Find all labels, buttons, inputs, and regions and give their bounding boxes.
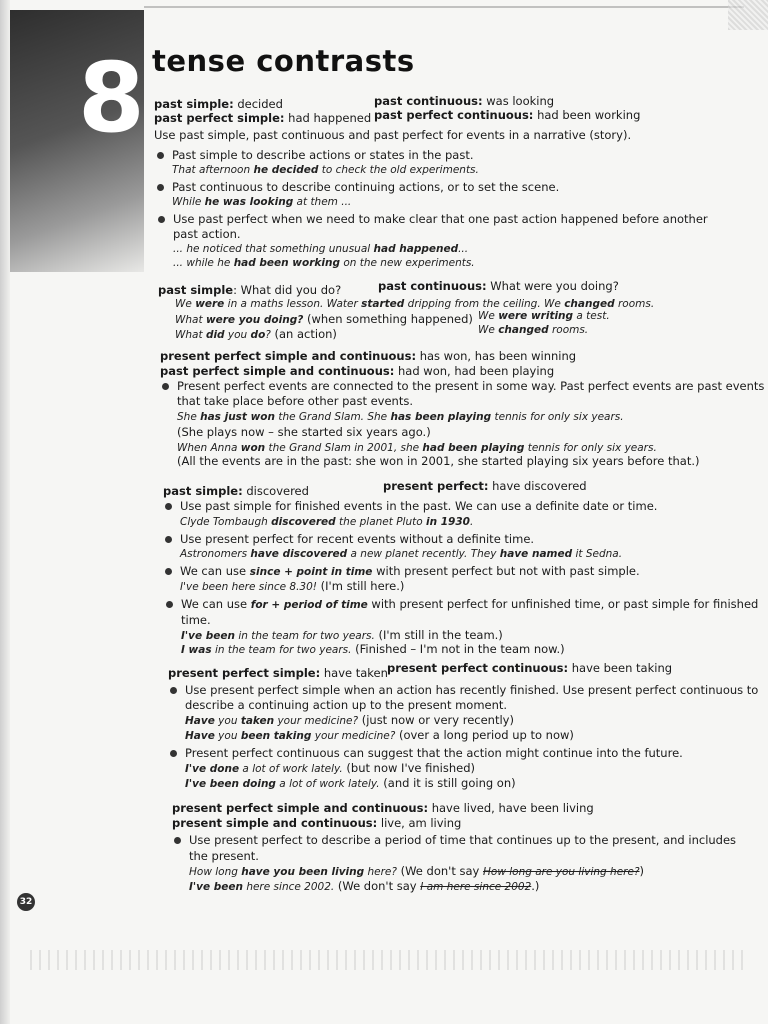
text-run: Present perfect events are connected to the present in some way. Past perfect events are past events <box>177 379 765 393</box>
text-run: Present perfect continuous can suggest that the action might continue into the future. <box>185 746 683 760</box>
text-run: here since 2002. <box>242 881 335 893</box>
chapter-title: tense contrasts <box>152 44 415 78</box>
text-run: past simple: <box>154 97 234 111</box>
text-run: Have <box>185 715 215 727</box>
text-run: present perfect simple: <box>168 666 321 680</box>
text-run: had been playing <box>422 442 525 454</box>
text-run: present simple and continuous: <box>172 816 378 830</box>
text-run: live, am living <box>377 816 462 830</box>
text-line <box>177 454 699 468</box>
text-run: past simple <box>158 283 234 297</box>
text-run: present perfect simple and continuous: <box>160 349 417 363</box>
text-line <box>175 327 337 342</box>
text-run: had happened <box>284 111 372 125</box>
text-run: We <box>478 324 499 336</box>
bullet-icon <box>157 152 164 159</box>
text-run: a new planet recently. They <box>347 548 500 560</box>
text-run: do <box>250 329 266 341</box>
text-run: We <box>175 298 196 310</box>
text-line <box>374 94 554 108</box>
text-run: (I'm still in the team.) <box>374 628 503 642</box>
text-run: (Finished – I'm not in the team now.) <box>351 642 565 656</box>
text-run: describe a continuing action up to the present moment. <box>185 698 508 712</box>
text-run: While <box>172 196 205 208</box>
text-run: a test. <box>573 310 610 322</box>
text-run: Astronomers <box>180 548 251 560</box>
text-line <box>154 97 283 111</box>
text-line <box>374 108 640 122</box>
bullet-icon <box>162 383 169 390</box>
text-run: (and it is still going on) <box>379 776 516 790</box>
text-run: past perfect simple: <box>154 111 285 125</box>
text-run: What <box>175 329 206 341</box>
text-line <box>387 661 672 675</box>
text-run: I was <box>181 644 212 656</box>
text-line <box>181 613 211 627</box>
text-run: That afternoon <box>172 164 254 176</box>
text-run: What were you doing? <box>486 279 619 293</box>
text-line <box>189 849 259 863</box>
text-run: tennis for only six years. <box>524 442 657 454</box>
text-line <box>177 379 764 393</box>
text-line <box>163 484 309 498</box>
text-run: past simple: <box>163 484 243 498</box>
text-run: past continuous: <box>378 279 487 293</box>
text-run: it Sedna. <box>572 548 623 560</box>
text-run: (an action) <box>270 327 337 341</box>
text-run: We can use <box>180 564 250 578</box>
text-run: have discovered <box>488 479 587 493</box>
text-line <box>181 597 758 612</box>
text-line <box>175 312 473 327</box>
text-run: the Grand Slam. She <box>274 411 391 423</box>
text-run: . <box>469 516 474 528</box>
bullet-icon <box>170 687 177 694</box>
text-line <box>172 194 351 209</box>
text-line <box>154 111 371 125</box>
text-run: he was looking <box>204 196 294 208</box>
text-line <box>478 322 588 337</box>
text-run: (She plays now – she started six years ago.) <box>177 425 431 439</box>
text-run: Have <box>185 730 215 742</box>
text-line <box>172 801 594 815</box>
text-run: (but now I've finished) <box>342 761 476 775</box>
text-run: ... he noticed that something unusual <box>173 243 374 255</box>
bullet-icon <box>165 503 172 510</box>
text-run: We can use <box>181 597 251 611</box>
text-run: ) <box>639 864 645 878</box>
text-run: at them ... <box>293 196 352 208</box>
text-run: your medicine? <box>274 715 359 727</box>
text-run: past continuous: <box>374 94 483 108</box>
text-run: changed <box>564 298 615 310</box>
text-run: Past continuous to describe continuing actions, or to set the scene. <box>172 180 560 194</box>
text-line <box>185 761 475 776</box>
text-run: past action. <box>173 227 241 241</box>
text-line <box>185 713 514 728</box>
text-line <box>172 162 479 177</box>
text-run: was looking <box>482 94 555 108</box>
text-line <box>173 227 241 241</box>
top-rule <box>144 6 744 8</box>
text-run: in the team for two years. <box>211 644 352 656</box>
text-run: (We don't say <box>396 864 483 878</box>
text-run: dripping from the ceiling. We <box>404 298 565 310</box>
text-run: has been playing <box>390 411 492 423</box>
text-run: (when something happened) <box>303 312 473 326</box>
text-run: have discovered <box>250 548 348 560</box>
bullet-icon <box>166 601 173 608</box>
text-line <box>172 180 559 194</box>
bullet-icon <box>174 837 181 844</box>
text-run: on the new experiments. <box>339 257 475 269</box>
text-run: had been working <box>233 257 340 269</box>
text-run: Use present perfect for recent events without a definite time. <box>180 532 535 546</box>
text-run: you <box>214 715 241 727</box>
text-line <box>189 879 539 894</box>
text-run: I am here since 2002 <box>420 881 532 893</box>
text-run: were writing <box>498 310 574 322</box>
text-run: Use present perfect to describe a period of time that continues up to the present, and includes <box>189 833 737 847</box>
binding-shadow <box>0 0 10 1024</box>
text-run: the planet Pluto <box>335 516 426 528</box>
text-run: I've been here since 8.30! <box>180 581 318 593</box>
text-run: (We don't say <box>334 879 421 893</box>
text-line <box>185 728 574 743</box>
text-run: with present perfect but not with past simple. <box>372 564 640 578</box>
text-line <box>160 364 554 378</box>
text-run: Clyde Tombaugh <box>180 516 272 528</box>
text-run: (All the events are in the past: she won in 2001, she started playing six years before that.) <box>177 454 700 468</box>
text-run: had won, had been playing <box>394 364 555 378</box>
text-line <box>181 628 503 643</box>
text-run: When Anna <box>177 442 241 454</box>
text-line <box>160 349 576 363</box>
text-run: : What did you do? <box>233 283 342 297</box>
text-line <box>180 499 657 513</box>
text-run: that take place before other past events. <box>177 394 414 408</box>
text-run: How long <box>189 866 242 878</box>
text-line <box>173 255 475 270</box>
text-run: Use past perfect when we need to make clear that one past action happened before another <box>173 212 708 226</box>
text-run: since + point in time <box>249 566 373 578</box>
text-run: have named <box>499 548 573 560</box>
scan-footer-noise <box>30 950 750 970</box>
text-line <box>185 746 683 760</box>
text-run: the Grand Slam in 2001, she <box>265 442 423 454</box>
text-run: She <box>177 411 201 423</box>
text-run: I've done <box>185 763 240 775</box>
text-line <box>177 409 624 424</box>
text-line <box>172 148 474 162</box>
text-line <box>154 128 631 142</box>
text-line <box>180 514 473 529</box>
text-run: We <box>478 310 499 322</box>
bullet-icon <box>165 568 172 575</box>
text-run: time. <box>181 613 211 627</box>
text-run: have lived, have been living <box>428 801 594 815</box>
text-line <box>177 440 657 455</box>
text-run: in 1930 <box>425 516 470 528</box>
text-run: were <box>195 298 225 310</box>
text-line <box>383 479 587 493</box>
text-run: has just won <box>200 411 275 423</box>
chapter-number: 8 <box>78 42 145 154</box>
text-run: been taking <box>240 730 312 742</box>
text-run: Past simple to describe actions or states in the past. <box>172 148 474 162</box>
text-run: he decided <box>253 164 319 176</box>
text-run: in the team for two years. <box>234 630 375 642</box>
text-run: I've been <box>181 630 235 642</box>
text-run: you <box>214 730 241 742</box>
text-run: past perfect simple and continuous: <box>160 364 395 378</box>
text-run: past perfect continuous: <box>374 108 534 122</box>
text-line <box>189 864 644 879</box>
text-run: .) <box>531 879 540 893</box>
text-run: for + period of time <box>250 599 368 611</box>
text-run: ... <box>458 243 469 255</box>
text-line <box>185 776 516 791</box>
text-line <box>189 833 736 847</box>
text-line <box>378 279 619 293</box>
text-run: changed <box>498 324 549 336</box>
text-run: were you doing? <box>205 314 304 326</box>
text-line <box>180 532 534 546</box>
text-run: What <box>175 314 206 326</box>
text-run: did <box>205 329 225 341</box>
text-line <box>185 683 758 697</box>
text-run: a lot of work lately. <box>239 763 343 775</box>
text-run: I've been <box>189 881 243 893</box>
text-run: I've been doing <box>185 778 276 790</box>
text-run: have been taking <box>568 661 673 675</box>
bullet-icon <box>165 536 172 543</box>
scan-corner-noise <box>728 0 768 30</box>
text-run: ... while he <box>173 257 234 269</box>
text-line <box>173 212 708 226</box>
text-run: tennis for only six years. <box>491 411 624 423</box>
text-run: had happened <box>373 243 459 255</box>
text-line <box>180 579 404 594</box>
text-run: taken <box>240 715 275 727</box>
text-run: with present perfect for unfinished time, or past simple for finished <box>367 597 759 611</box>
text-run: Use past simple, past continuous and past perfect for events in a narrative (story). <box>154 128 632 142</box>
text-run: present perfect continuous: <box>387 661 569 675</box>
text-run: in a maths lesson. Water <box>224 298 362 310</box>
text-run: has won, has been winning <box>416 349 577 363</box>
text-run: discovered <box>242 484 309 498</box>
page-number: 32 <box>17 893 35 911</box>
text-run: rooms. <box>614 298 655 310</box>
text-line <box>185 698 507 712</box>
text-line <box>177 425 431 439</box>
text-run: won <box>240 442 266 454</box>
text-line <box>158 283 341 297</box>
text-run: (just now or very recently) <box>358 713 514 727</box>
bullet-icon <box>157 184 164 191</box>
text-run: Use present perfect simple when an action has recently finished. Use present perfect continuous to <box>185 683 759 697</box>
text-run: present perfect: <box>383 479 489 493</box>
text-run: discovered <box>271 516 336 528</box>
text-line <box>168 666 388 680</box>
text-run: decided <box>233 97 283 111</box>
text-run: (over a long period up to now) <box>395 728 574 742</box>
text-run: you <box>224 329 251 341</box>
text-line <box>180 564 640 579</box>
text-run: Use past simple for finished events in the past. We can use a definite date or time. <box>180 499 658 513</box>
text-line <box>177 394 413 408</box>
text-line <box>478 308 610 323</box>
text-line <box>181 642 565 657</box>
text-run: here? <box>364 866 397 878</box>
text-line <box>173 241 468 256</box>
text-run: to check the old experiments. <box>318 164 479 176</box>
text-line <box>172 816 461 830</box>
text-line <box>180 546 622 561</box>
text-run: rooms. <box>548 324 589 336</box>
text-run: started <box>361 298 405 310</box>
text-run: a lot of work lately. <box>275 778 380 790</box>
text-run: present perfect simple and continuous: <box>172 801 429 815</box>
text-run: your medicine? <box>311 730 396 742</box>
bullet-icon <box>170 750 177 757</box>
text-run: How long are you living here? <box>483 866 640 878</box>
bullet-icon <box>158 216 165 223</box>
text-run: ? <box>265 329 271 341</box>
text-run: the present. <box>189 849 259 863</box>
text-run: have you been living <box>241 866 365 878</box>
text-run: have taken <box>320 666 388 680</box>
text-run: had been working <box>533 108 641 122</box>
text-run: (I'm still here.) <box>317 579 405 593</box>
